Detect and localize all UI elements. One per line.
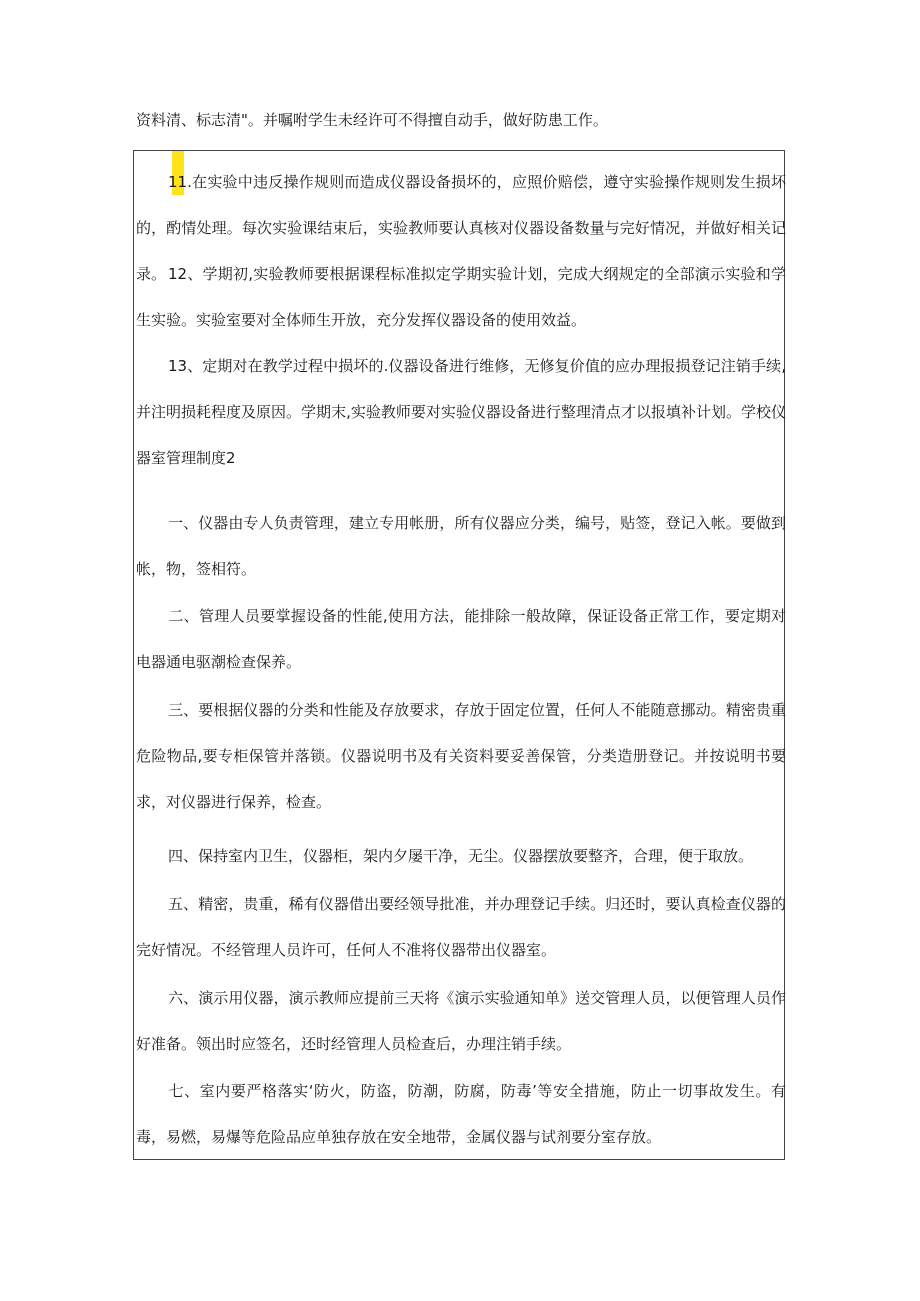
paragraph-text: 12、学期初,实验教师要根据课程标准拟定学期实验计划，完成大纲规定的全部演示实验和学生实验。实验室要对全体师生开放，充分发挥仪器设备的使用效益。 — [136, 265, 786, 329]
paragraph-12 — [136, 251, 786, 343]
paragraph-text: 四、保持室内卫生，仪器柜，架内夕屡干净，无尘。仪器摆放要整齐，合理，便于取放。 — [168, 847, 754, 865]
paragraph-13 — [136, 343, 786, 481]
paragraph-text: 五、精密，贵重，稀有仪器借出要经领导批准，并办理登记手续。归还时，要认真检查仪器的完好情况。不经管理人员许可，任何人不准将仪器带出仪器室。 — [136, 895, 786, 959]
rule-2 — [136, 593, 786, 685]
paragraph-text: 三、要根据仪器的分类和性能及存放要求，存放于固定位置，任何人不能随意挪动。精密贵重危险物品,要专柜保管并落锁。仪器说明书及有关资料要妥善保管，分类造册登记。并按说明书要求，对仪器进行保养，检查。 — [136, 701, 786, 811]
rule-4 — [136, 833, 786, 879]
paragraph-text: 13、定期对在教学过程中损坏的.仪器设备进行维修，无修复价值的应办理报损登记注销手续,并注明损耗程度及原因。学期末,实验教师要对实验仪器设备进行整理清点才以报填补计划。学校仪器室管理制度2 — [136, 357, 786, 467]
rule-3 — [136, 687, 786, 825]
rule-1 — [136, 500, 786, 592]
rule-5 — [136, 881, 786, 973]
rule-6 — [136, 975, 786, 1067]
top-continuation-line: 资料清、标志清"。并嘱咐学生未经许可不得擅自动手，做好防患工作。 — [136, 111, 608, 129]
paragraph-text: 一、仪器由专人负责管理，建立专用帐册，所有仪器应分类，编号，贴签，登记入帐。要做到帐，物，签相符。 — [136, 514, 786, 578]
paragraph-text: 六、演示用仪器，演示教师应提前三天将《演示实验通知单》送交管理人员，以便管理人员作好准备。领出时应签名，还时经管理人员检查后，办理注销手续。 — [136, 989, 786, 1053]
paragraph-text: 11.在实验中违反操作规则而造成仪器设备损坏的，应照价赔偿，遵守实验操作规则发生损坏的，酌情处理。每次实验课结束后，实验教师要认真核对仪器设备数量与完好情况，并做好相关记录。 — [136, 173, 786, 283]
paragraph-text: 二、管理人员要掌握设备的性能,使用方法，能排除一般故障，保证设备正常工作，要定期对电器通电驱潮检查保养。 — [136, 607, 786, 671]
paragraph-text: 七、室内要严格落实‘防火，防盗，防潮，防腐，防毒’等安全措施，防止一切事故发生。有毒，易燃，易爆等危险品应单独存放在安全地带，金属仪器与试剂要分室存放。 — [136, 1082, 786, 1146]
rule-7 — [136, 1068, 786, 1160]
